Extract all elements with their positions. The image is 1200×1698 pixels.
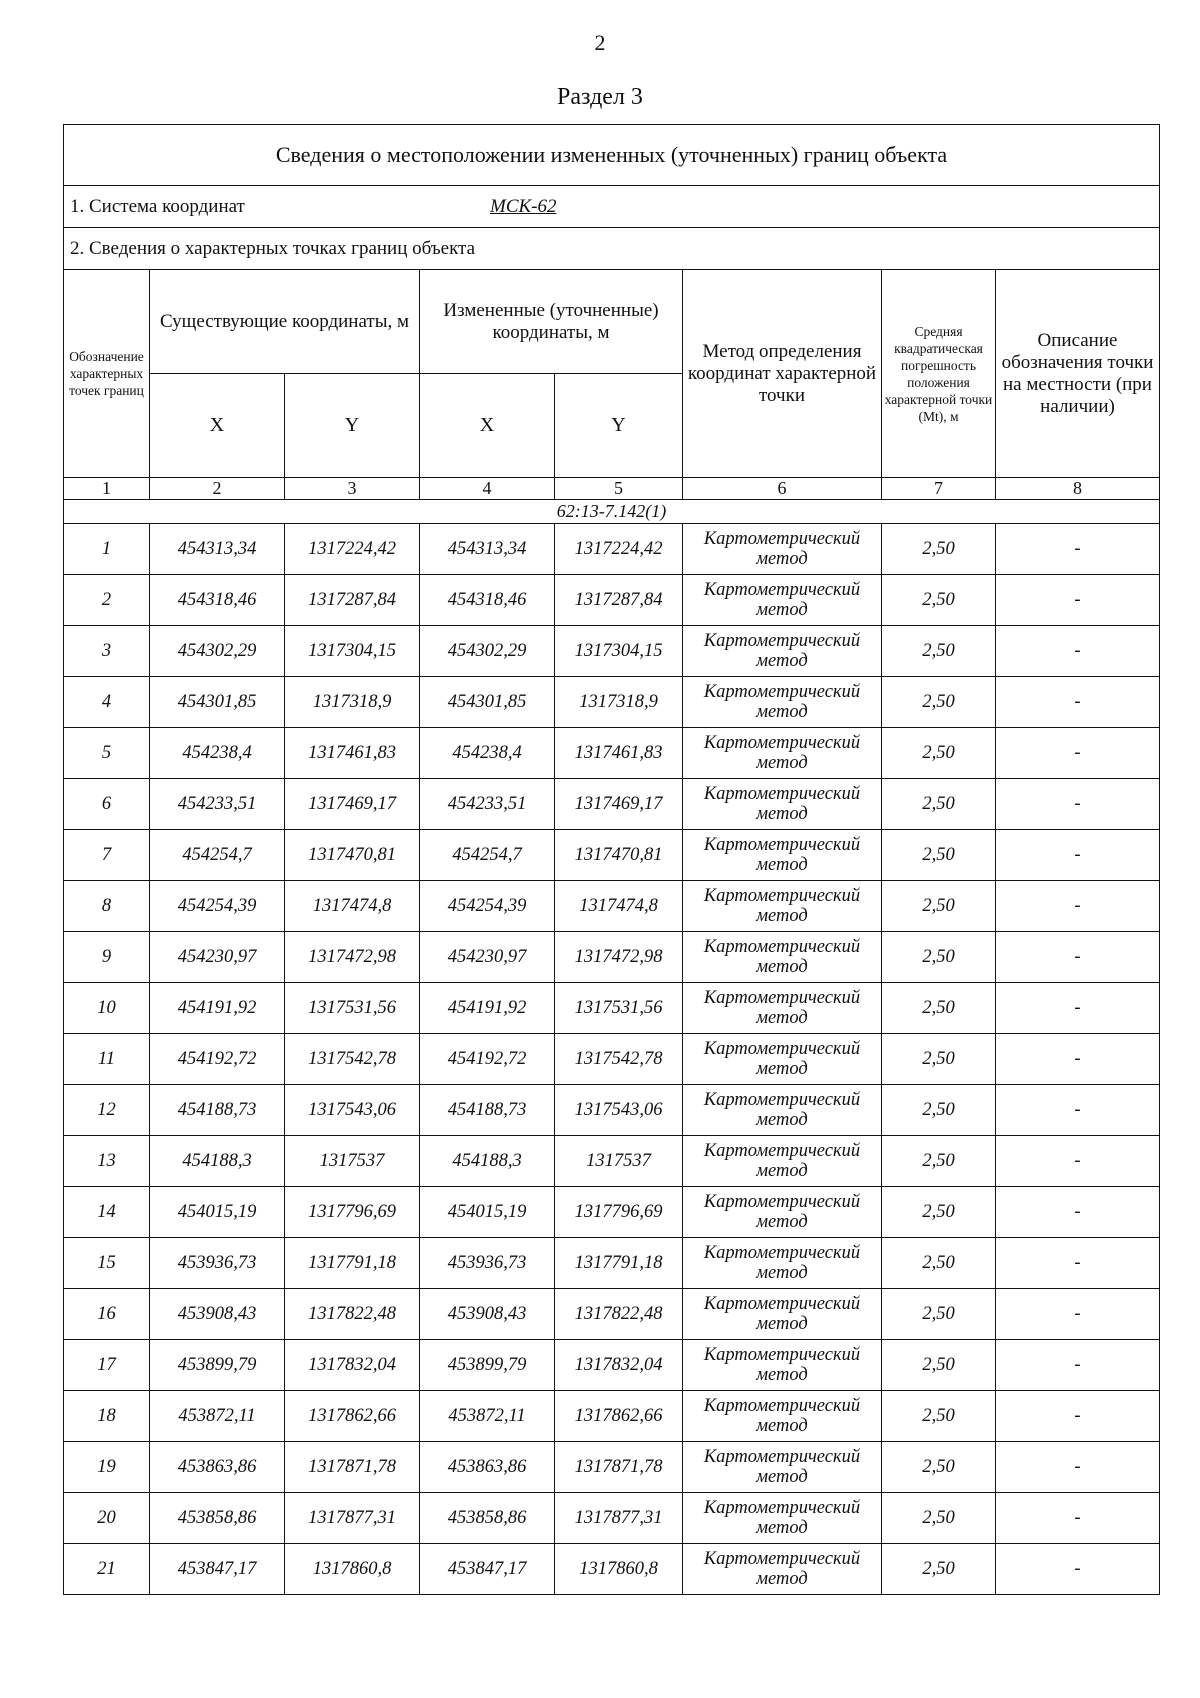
cell-existing-x: 454191,92 xyxy=(150,983,285,1034)
cell-description: - xyxy=(996,1187,1160,1238)
cell-existing-y: 1317537 xyxy=(285,1136,420,1187)
cell-changed-y: 1317224,42 xyxy=(555,524,683,575)
table-row xyxy=(64,728,1160,779)
cell-description: - xyxy=(996,728,1160,779)
cell-mean-error: 2,50 xyxy=(882,932,996,983)
cell-point-number: 11 xyxy=(64,1034,150,1085)
cell-point-number: 12 xyxy=(64,1085,150,1136)
cell-changed-x: 454015,19 xyxy=(420,1187,555,1238)
cell-existing-x: 453863,86 xyxy=(150,1442,285,1493)
cell-existing-y: 1317862,66 xyxy=(285,1391,420,1442)
cell-mean-error: 2,50 xyxy=(882,1238,996,1289)
cell-existing-x: 454192,72 xyxy=(150,1034,285,1085)
cell-mean-error: 2,50 xyxy=(882,1442,996,1493)
cell-mean-error: 2,50 xyxy=(882,830,996,881)
cell-existing-y: 1317318,9 xyxy=(285,677,420,728)
table-row xyxy=(64,1493,1160,1544)
cell-existing-x: 453847,17 xyxy=(150,1544,285,1595)
cell-method: Картометрический метод xyxy=(683,1085,882,1136)
cell-mean-error: 2,50 xyxy=(882,728,996,779)
cell-method: Картометрический метод xyxy=(683,728,882,779)
column-number: 4 xyxy=(420,478,555,500)
cell-method: Картометрический метод xyxy=(683,1289,882,1340)
cell-mean-error: 2,50 xyxy=(882,1136,996,1187)
column-number: 5 xyxy=(555,478,683,500)
column-number: 7 xyxy=(882,478,996,500)
cell-existing-y: 1317472,98 xyxy=(285,932,420,983)
cell-point-number: 7 xyxy=(64,830,150,881)
cell-method: Картометрический метод xyxy=(683,677,882,728)
cell-changed-x: 454313,34 xyxy=(420,524,555,575)
table-row xyxy=(64,983,1160,1034)
cell-point-number: 18 xyxy=(64,1391,150,1442)
cell-changed-y: 1317461,83 xyxy=(555,728,683,779)
table-row xyxy=(64,779,1160,830)
cell-changed-x: 453908,43 xyxy=(420,1289,555,1340)
cell-changed-x: 453863,86 xyxy=(420,1442,555,1493)
object-id: 62:13-7.142(1) xyxy=(64,500,1160,524)
cell-changed-y: 1317470,81 xyxy=(555,830,683,881)
cell-mean-error: 2,50 xyxy=(882,779,996,830)
table-row xyxy=(64,1340,1160,1391)
cell-existing-y: 1317860,8 xyxy=(285,1544,420,1595)
boundary-points-table xyxy=(63,124,1160,1595)
cell-existing-y: 1317224,42 xyxy=(285,524,420,575)
cell-description: - xyxy=(996,1340,1160,1391)
cell-mean-error: 2,50 xyxy=(882,524,996,575)
cell-existing-y: 1317542,78 xyxy=(285,1034,420,1085)
column-numbers-row xyxy=(64,478,1160,500)
page-number: 2 xyxy=(594,30,606,55)
table-row xyxy=(64,932,1160,983)
cell-changed-x: 454301,85 xyxy=(420,677,555,728)
cell-method: Картометрический метод xyxy=(683,1340,882,1391)
cell-method: Картометрический метод xyxy=(683,1391,882,1442)
cell-method: Картометрический метод xyxy=(683,1187,882,1238)
cell-method: Картометрический метод xyxy=(683,1493,882,1544)
cell-point-number: 14 xyxy=(64,1187,150,1238)
cell-changed-y: 1317542,78 xyxy=(555,1034,683,1085)
points-info: 2. Сведения о характерных точках границ объекта xyxy=(64,228,1160,270)
cell-point-number: 13 xyxy=(64,1136,150,1187)
header-changed-y: Y xyxy=(555,374,683,478)
cell-existing-x: 454318,46 xyxy=(150,575,285,626)
header-description: Описание обозначения точки на местности (при наличии) xyxy=(996,270,1160,478)
cell-existing-y: 1317469,17 xyxy=(285,779,420,830)
table-caption: Сведения о местоположении измененных (уточненных) границ объекта xyxy=(64,125,1160,186)
cell-method: Картометрический метод xyxy=(683,830,882,881)
cell-point-number: 17 xyxy=(64,1340,150,1391)
cell-changed-x: 454254,7 xyxy=(420,830,555,881)
table-row xyxy=(64,677,1160,728)
cell-changed-y: 1317318,9 xyxy=(555,677,683,728)
cell-point-number: 3 xyxy=(64,626,150,677)
cell-existing-y: 1317822,48 xyxy=(285,1289,420,1340)
table-row xyxy=(64,575,1160,626)
cell-changed-x: 453847,17 xyxy=(420,1544,555,1595)
cell-method: Картометрический метод xyxy=(683,524,882,575)
cell-description: - xyxy=(996,1544,1160,1595)
cell-changed-y: 1317304,15 xyxy=(555,626,683,677)
coord-system-row xyxy=(64,186,1160,228)
header-existing-coords: Существующие координаты, м xyxy=(150,270,420,374)
cell-existing-y: 1317796,69 xyxy=(285,1187,420,1238)
cell-description: - xyxy=(996,1238,1160,1289)
cell-changed-y: 1317469,17 xyxy=(555,779,683,830)
cell-changed-x: 453899,79 xyxy=(420,1340,555,1391)
cell-existing-y: 1317461,83 xyxy=(285,728,420,779)
cell-existing-x: 454015,19 xyxy=(150,1187,285,1238)
cell-existing-y: 1317832,04 xyxy=(285,1340,420,1391)
cell-method: Картометрический метод xyxy=(683,1034,882,1085)
cell-method: Картометрический метод xyxy=(683,881,882,932)
cell-description: - xyxy=(996,1391,1160,1442)
cell-point-number: 9 xyxy=(64,932,150,983)
cell-existing-y: 1317531,56 xyxy=(285,983,420,1034)
cell-mean-error: 2,50 xyxy=(882,1289,996,1340)
table-row xyxy=(64,626,1160,677)
cell-changed-y: 1317472,98 xyxy=(555,932,683,983)
table-row xyxy=(64,881,1160,932)
cell-description: - xyxy=(996,983,1160,1034)
cell-mean-error: 2,50 xyxy=(882,1544,996,1595)
table-row xyxy=(64,830,1160,881)
cell-description: - xyxy=(996,1034,1160,1085)
cell-changed-y: 1317791,18 xyxy=(555,1238,683,1289)
table-row xyxy=(64,1034,1160,1085)
column-number: 3 xyxy=(285,478,420,500)
cell-existing-x: 454254,7 xyxy=(150,830,285,881)
cell-method: Картометрический метод xyxy=(683,1544,882,1595)
cell-existing-y: 1317877,31 xyxy=(285,1493,420,1544)
cell-point-number: 4 xyxy=(64,677,150,728)
table-row xyxy=(64,1289,1160,1340)
table-row xyxy=(64,1085,1160,1136)
cell-method: Картометрический метод xyxy=(683,1238,882,1289)
column-number: 6 xyxy=(683,478,882,500)
cell-changed-y: 1317877,31 xyxy=(555,1493,683,1544)
cell-existing-x: 454254,39 xyxy=(150,881,285,932)
cell-existing-x: 453872,11 xyxy=(150,1391,285,1442)
cell-method: Картометрический метод xyxy=(683,1136,882,1187)
cell-existing-x: 454238,4 xyxy=(150,728,285,779)
cell-changed-x: 454254,39 xyxy=(420,881,555,932)
cell-method: Картометрический метод xyxy=(683,983,882,1034)
header-mean-error: Средняя квадратическая погрешность положения характерной точки (Mt), м xyxy=(882,270,996,478)
cell-method: Картометрический метод xyxy=(683,932,882,983)
cell-description: - xyxy=(996,1085,1160,1136)
cell-changed-y: 1317543,06 xyxy=(555,1085,683,1136)
cell-changed-y: 1317822,48 xyxy=(555,1289,683,1340)
cell-description: - xyxy=(996,677,1160,728)
table-rows xyxy=(64,524,1160,1595)
cell-existing-y: 1317287,84 xyxy=(285,575,420,626)
cell-changed-x: 454318,46 xyxy=(420,575,555,626)
cell-changed-x: 453858,86 xyxy=(420,1493,555,1544)
cell-changed-x: 454191,92 xyxy=(420,983,555,1034)
cell-changed-x: 454233,51 xyxy=(420,779,555,830)
cell-point-number: 6 xyxy=(64,779,150,830)
table-row xyxy=(64,1442,1160,1493)
cell-existing-x: 453899,79 xyxy=(150,1340,285,1391)
header-method: Метод определения координат характерной точки xyxy=(683,270,882,478)
cell-description: - xyxy=(996,932,1160,983)
cell-description: - xyxy=(996,575,1160,626)
cell-mean-error: 2,50 xyxy=(882,1034,996,1085)
cell-existing-x: 454233,51 xyxy=(150,779,285,830)
header-changed-x: X xyxy=(420,374,555,478)
cell-mean-error: 2,50 xyxy=(882,626,996,677)
cell-mean-error: 2,50 xyxy=(882,1391,996,1442)
coord-system-label: 1. Система координат xyxy=(70,195,245,217)
cell-point-number: 5 xyxy=(64,728,150,779)
cell-existing-x: 453908,43 xyxy=(150,1289,285,1340)
cell-description: - xyxy=(996,1442,1160,1493)
cell-point-number: 2 xyxy=(64,575,150,626)
cell-changed-x: 453936,73 xyxy=(420,1238,555,1289)
cell-point-number: 1 xyxy=(64,524,150,575)
cell-changed-y: 1317796,69 xyxy=(555,1187,683,1238)
cell-changed-x: 454302,29 xyxy=(420,626,555,677)
cell-point-number: 20 xyxy=(64,1493,150,1544)
cell-description: - xyxy=(996,881,1160,932)
cell-description: - xyxy=(996,830,1160,881)
cell-point-number: 10 xyxy=(64,983,150,1034)
cell-changed-x: 454238,4 xyxy=(420,728,555,779)
cell-mean-error: 2,50 xyxy=(882,1340,996,1391)
cell-existing-x: 454313,34 xyxy=(150,524,285,575)
cell-existing-y: 1317791,18 xyxy=(285,1238,420,1289)
cell-existing-x: 454302,29 xyxy=(150,626,285,677)
header-point-designation: Обозначение характерных точек границ xyxy=(64,270,150,478)
coord-system-value: МСК-62 xyxy=(490,195,557,217)
cell-mean-error: 2,50 xyxy=(882,1187,996,1238)
cell-existing-x: 453858,86 xyxy=(150,1493,285,1544)
cell-existing-y: 1317543,06 xyxy=(285,1085,420,1136)
table-row xyxy=(64,1187,1160,1238)
cell-description: - xyxy=(996,779,1160,830)
cell-description: - xyxy=(996,1493,1160,1544)
table-row xyxy=(64,1136,1160,1187)
cell-mean-error: 2,50 xyxy=(882,677,996,728)
cell-description: - xyxy=(996,1289,1160,1340)
cell-changed-y: 1317531,56 xyxy=(555,983,683,1034)
table-row xyxy=(64,524,1160,575)
cell-changed-x: 454188,73 xyxy=(420,1085,555,1136)
header-changed-coords: Измененные (уточненные) координаты, м xyxy=(420,270,683,374)
cell-existing-y: 1317304,15 xyxy=(285,626,420,677)
cell-point-number: 15 xyxy=(64,1238,150,1289)
cell-existing-y: 1317474,8 xyxy=(285,881,420,932)
cell-existing-x: 454188,73 xyxy=(150,1085,285,1136)
cell-mean-error: 2,50 xyxy=(882,1493,996,1544)
table-row xyxy=(64,1391,1160,1442)
cell-existing-x: 453936,73 xyxy=(150,1238,285,1289)
column-number: 2 xyxy=(150,478,285,500)
table-row xyxy=(64,1238,1160,1289)
cell-changed-y: 1317860,8 xyxy=(555,1544,683,1595)
column-number: 1 xyxy=(64,478,150,500)
cell-mean-error: 2,50 xyxy=(882,1085,996,1136)
header-existing-y: Y xyxy=(285,374,420,478)
cell-mean-error: 2,50 xyxy=(882,881,996,932)
cell-changed-y: 1317474,8 xyxy=(555,881,683,932)
cell-existing-x: 454188,3 xyxy=(150,1136,285,1187)
cell-existing-x: 454301,85 xyxy=(150,677,285,728)
cell-mean-error: 2,50 xyxy=(882,983,996,1034)
cell-mean-error: 2,50 xyxy=(882,575,996,626)
cell-changed-y: 1317832,04 xyxy=(555,1340,683,1391)
cell-existing-y: 1317871,78 xyxy=(285,1442,420,1493)
cell-method: Картометрический метод xyxy=(683,626,882,677)
cell-changed-x: 453872,11 xyxy=(420,1391,555,1442)
cell-changed-x: 454188,3 xyxy=(420,1136,555,1187)
cell-point-number: 8 xyxy=(64,881,150,932)
cell-changed-y: 1317287,84 xyxy=(555,575,683,626)
cell-method: Картометрический метод xyxy=(683,779,882,830)
header-existing-x: X xyxy=(150,374,285,478)
cell-changed-y: 1317537 xyxy=(555,1136,683,1187)
cell-changed-x: 454230,97 xyxy=(420,932,555,983)
cell-description: - xyxy=(996,626,1160,677)
cell-description: - xyxy=(996,1136,1160,1187)
cell-description: - xyxy=(996,524,1160,575)
cell-point-number: 16 xyxy=(64,1289,150,1340)
section-title: Раздел 3 xyxy=(557,84,643,110)
cell-point-number: 21 xyxy=(64,1544,150,1595)
cell-changed-y: 1317862,66 xyxy=(555,1391,683,1442)
cell-method: Картометрический метод xyxy=(683,575,882,626)
column-number: 8 xyxy=(996,478,1160,500)
cell-existing-x: 454230,97 xyxy=(150,932,285,983)
cell-changed-x: 454192,72 xyxy=(420,1034,555,1085)
cell-existing-y: 1317470,81 xyxy=(285,830,420,881)
cell-point-number: 19 xyxy=(64,1442,150,1493)
cell-method: Картометрический метод xyxy=(683,1442,882,1493)
table-row xyxy=(64,1544,1160,1595)
cell-changed-y: 1317871,78 xyxy=(555,1442,683,1493)
